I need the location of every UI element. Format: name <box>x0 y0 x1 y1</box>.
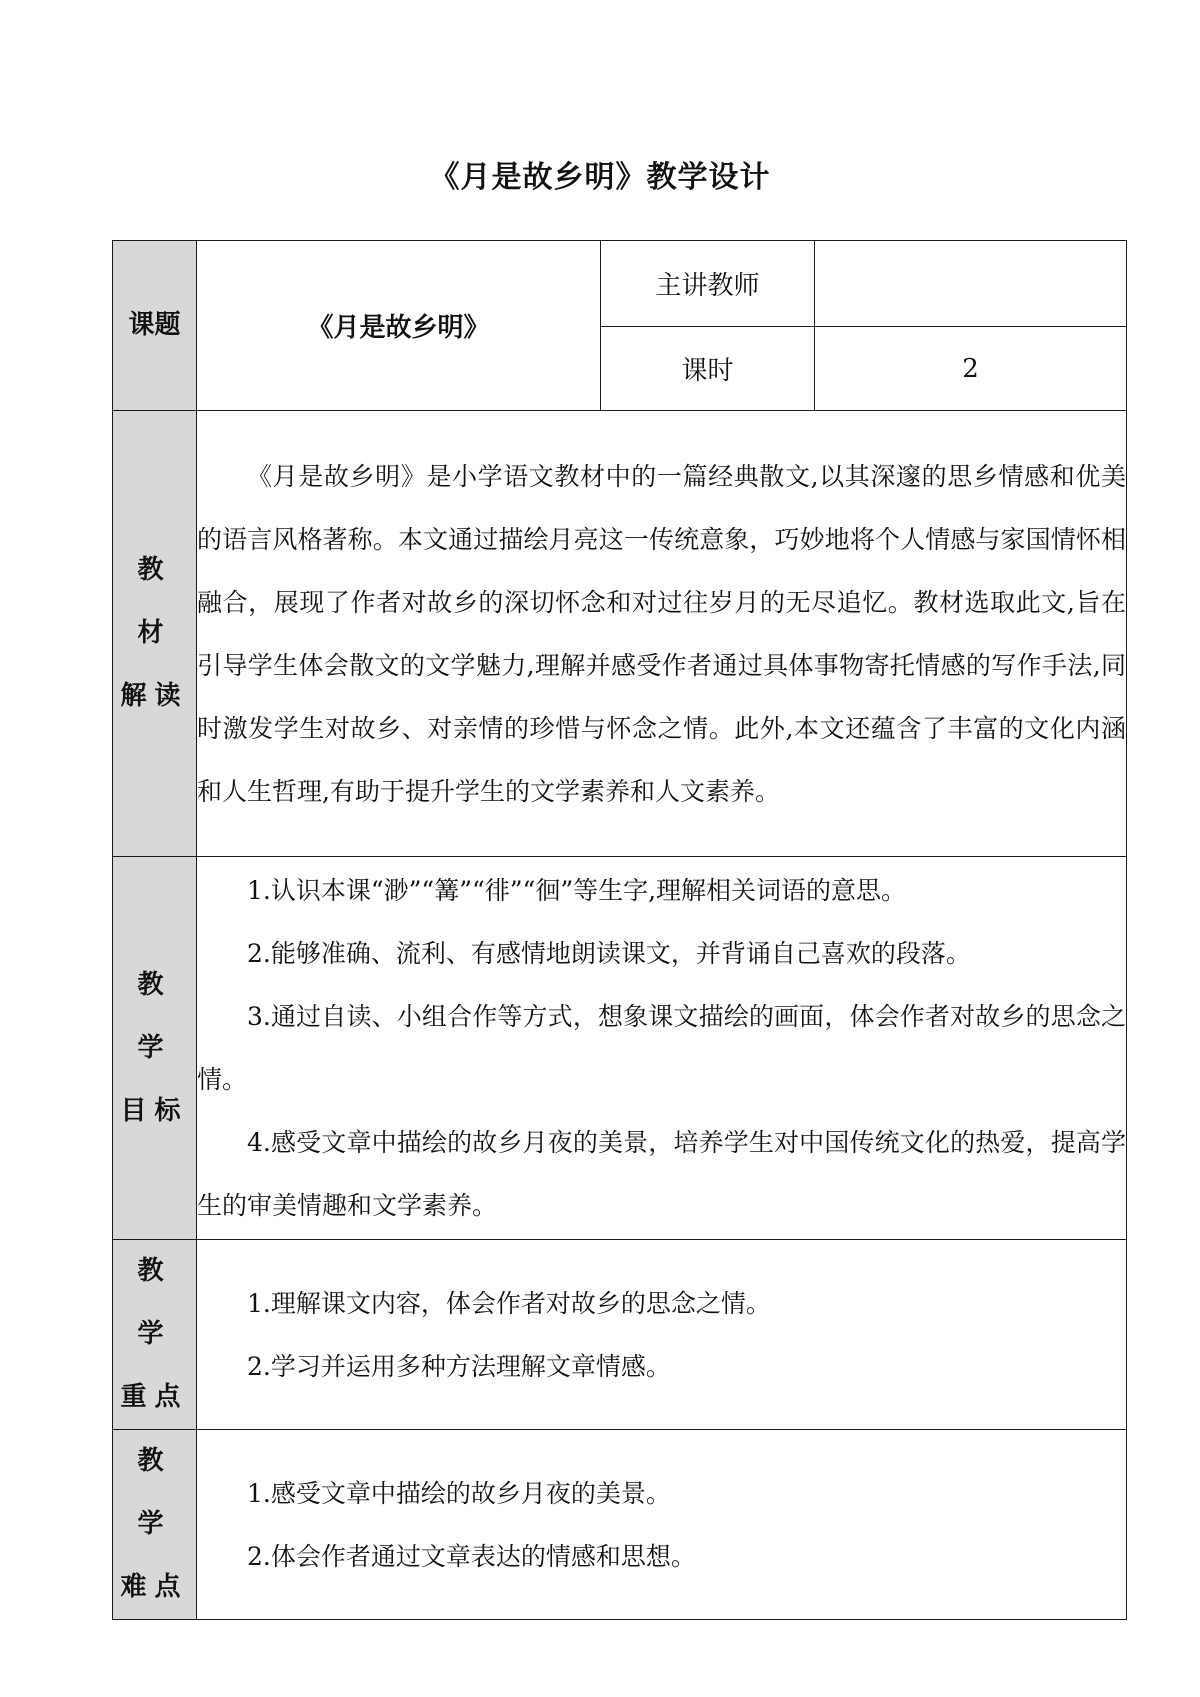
topic-label: 课题 <box>113 241 197 411</box>
row-key-points <box>113 1240 1127 1430</box>
key-points-label-line1: 教 学 <box>137 1256 172 1349</box>
hours-value: 2 <box>815 327 1127 411</box>
lesson-plan-table <box>112 240 1127 1620</box>
difficulties-label-line1: 教 学 <box>137 1446 172 1539</box>
hours-label: 课时 <box>601 327 815 411</box>
material-label-line2: 解读 <box>120 681 189 711</box>
goal-item-1: 1.认识本课“渺”“篝”“徘”“徊”等生字,理解相关词语的意思。 <box>247 876 907 905</box>
key-points-label-line2: 重点 <box>120 1382 189 1412</box>
row-material <box>113 411 1127 857</box>
goal-item-2: 2.能够准确、流利、有感情地朗读课文，并背诵自己喜欢的段落。 <box>247 939 971 968</box>
teacher-label: 主讲教师 <box>601 241 815 327</box>
material-label-line1: 教 材 <box>137 555 172 648</box>
goals-content <box>197 857 1127 1240</box>
goals-label <box>113 857 197 1240</box>
material-content <box>197 411 1127 857</box>
row-difficulties <box>113 1430 1127 1620</box>
row-topic <box>113 241 1127 327</box>
material-text: 《月是故乡明》是小学语文教材中的一篇经典散文,以其深邃的思乡情感和优美的语言风格著称。本文通过描绘月亮这一传统意象，巧妙地将个人情感与家国情怀相融合，展现了作者对故乡的深切怀念和对过往岁月的无尽追忆。教材选取此文,旨在引导学生体会散文的文学魅力,理解并感受作者通过具体事物寄托情感的写作手法,同时激发学生对故乡、对亲情的珍惜与怀念之情。此外,本文还蕴含了丰富的文化内涵和人生哲理,有助于提升学生的文学素养和人文素养。 <box>197 461 1126 806</box>
document-title: 《月是故乡明》教学设计 <box>429 160 771 195</box>
key-points-content <box>197 1240 1127 1430</box>
difficulties-label-line2: 难点 <box>120 1572 189 1602</box>
teacher-value <box>815 241 1127 327</box>
key-point-item-2: 2.学习并运用多种方法理解文章情感。 <box>247 1351 671 1381</box>
row-goals <box>113 857 1127 1240</box>
key-point-item-1: 1.理解课文内容，体会作者对故乡的思念之情。 <box>247 1288 771 1318</box>
difficulty-item-2: 2.体会作者通过文章表达的情感和思想。 <box>247 1541 696 1571</box>
goal-item-3: 3.通过自读、小组合作等方式，想象课文描绘的画面，体会作者对故乡的思念之情。 <box>197 1002 1126 1094</box>
goals-label-line1: 教 学 <box>137 969 172 1063</box>
key-points-label <box>113 1240 197 1430</box>
topic-value: 《月是故乡明》 <box>197 241 601 411</box>
difficulties-label <box>113 1430 197 1620</box>
goal-item-4: 4.感受文章中描绘的故乡月夜的美景，培养学生对中国传统文化的热爱，提高学生的审美情趣和文学素养。 <box>197 1128 1126 1220</box>
difficulties-content <box>197 1430 1127 1620</box>
goals-label-line2: 目标 <box>120 1095 189 1126</box>
material-label <box>113 411 197 857</box>
difficulty-item-1: 1.感受文章中描绘的故乡月夜的美景。 <box>247 1478 671 1508</box>
